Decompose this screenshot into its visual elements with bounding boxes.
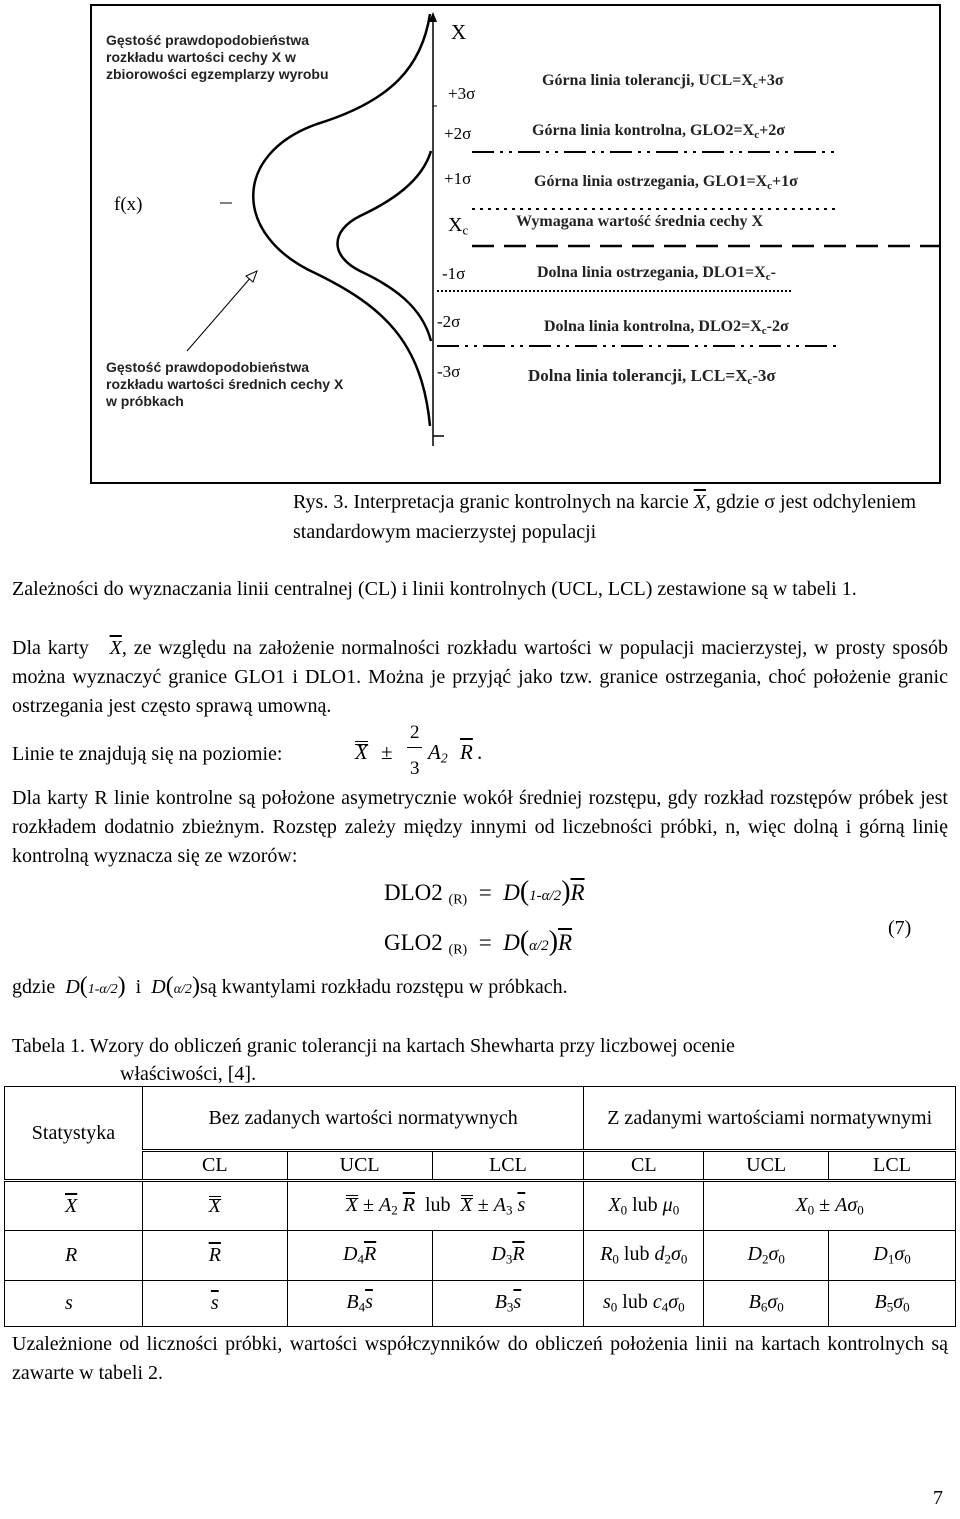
cell-r-cl: $\overline{R}$: [142, 1231, 287, 1281]
subheader-lcl-2: LCL: [829, 1151, 956, 1181]
equation-number: (7): [888, 917, 912, 939]
equation-dlo2: DLO2 $_{(R)} = D(1-\alpha/2)\overline{R}$: [384, 876, 585, 908]
cell-r-lcl: $D_3\overline{R}$: [432, 1231, 584, 1281]
caption-text-a: Rys. 3. Interpretacja granic kontrolnych na karcie: [293, 491, 689, 513]
table-row-s: [5, 1281, 956, 1327]
subheader-cl-2: CL: [584, 1151, 704, 1181]
equation-glo2: GLO2 $_{(R)} = D(\alpha/2)\overline{R}$: [384, 926, 573, 958]
sigma-center: $X_c$: [448, 214, 469, 238]
cell-s-ucl-norm: $B_6\sigma_0$: [704, 1281, 829, 1327]
cell-r-cl-norm: $R_0$ lub $d_2\sigma_0$: [584, 1231, 704, 1281]
paragraph-r-chart: Dla karty R linie kontrolne są położone asymetrycznie wokół średniej rozstępu, gdy rozkład rozstępów próbek jest rozkładem dodatnio zbieżnym. Rozstęp zależy między innymi od liczebności próbki, n, więc dolną i górną linię kontrolną wyznacza się ze wzorów:: [12, 787, 948, 867]
formula-xdoublebar: X: [355, 740, 368, 764]
gdzie-text: gdzie: [12, 976, 56, 998]
dlo2-label: Dolna linia kontrolna, $DLO2=X_c-2\sigma$: [544, 318, 789, 337]
formula-rbar: $\overline{R}$: [460, 740, 473, 764]
formula-pm: ±: [381, 740, 393, 764]
header-statystyka: Statystyka: [5, 1087, 143, 1181]
paragraph-quantiles: gdzie D(1-α/2) i D(α/2)są kwantylami rozkładu rozstępu w próbkach.: [12, 973, 568, 999]
paragraph-levels: [12, 740, 282, 769]
table-caption-line1: Tabela 1. Wzory do obliczeń granic tolerancji na kartach Shewharta przy liczbowej ocenie: [12, 1035, 735, 1057]
page-number: 7: [933, 1487, 943, 1509]
warning-limit-formula: [355, 722, 515, 788]
cell-s-cl: $\overline{s}$: [142, 1281, 287, 1327]
table-row-r: [5, 1231, 956, 1281]
formula-table: [4, 1086, 956, 1327]
p2-text-b: , ze względu na założenie normalności rozkładu wartości w populacji macierzystej, w prosty sposób można wyznaczyć granice GLO1 i DLO1. Można je przyjąć jako tzw. granice ostrzegania, choć położenie granic ostrzegania jest często sprawą umowną.: [12, 637, 949, 717]
fx-label: f(x): [114, 194, 143, 215]
pointer-line: [187, 276, 252, 351]
paragraph-closing: Uzależnione od liczności próbki, wartości współczynników do obliczeń położenia linii na kartach kontrolnych są zawarte w tabeli 2.: [12, 1333, 948, 1384]
formula-den: 3: [410, 758, 420, 779]
x-axis-label: X: [451, 20, 467, 44]
paragraph-xbar-chart: [12, 634, 948, 721]
p2-xbar: $\overline{X}$: [109, 637, 122, 659]
header-without-norms: Bez zadanych wartości normatywnych: [142, 1087, 583, 1151]
gdzie-text-b: są kwantylami rozkładu rozstępu w próbkach.: [199, 976, 568, 998]
figure-box: [90, 4, 941, 484]
table-row-xbar: [5, 1181, 956, 1231]
cell-s-cl-norm: $s_0$ lub $c_4\sigma_0$: [584, 1281, 704, 1327]
subheader-ucl-1: UCL: [287, 1151, 432, 1181]
sample-means-curve: [338, 151, 432, 341]
formula-num: 2: [410, 722, 420, 743]
sample-means-density-label: Gęstość prawdopodobieństwa rozkładu wartości średnich cechy X w próbkach: [106, 359, 344, 409]
p2-text-a: Dla karty: [12, 637, 89, 659]
cell-xbar-cl-norm: $X_0$ lub $\mu_0$: [584, 1181, 704, 1231]
glo1-label: Górna linia ostrzegania, $GLO1=X_c+1\sigma$: [534, 173, 798, 192]
table-caption-line2: właściwości, [4].: [120, 1063, 257, 1085]
lcl-label: Dolna linia tolerancji, $LCL=X_c-3\sigma$: [528, 366, 776, 387]
dlo1-label: Dolna linia ostrzegania, $DLO1=X_c-$: [537, 264, 776, 283]
caption-text-b: , gdzie σ jest odchyleniem: [705, 491, 917, 513]
formula-period: .: [477, 740, 483, 764]
cell-r-lcl-norm: $D_1\sigma_0$: [829, 1231, 956, 1281]
cell-xbar-limits: $X \pm A_2$ $\overline{R}$ lub $X \pm A_3$ $\overline{s}$: [287, 1181, 584, 1231]
sigma-plus1: +1σ: [444, 169, 472, 188]
subheader-ucl-2: UCL: [704, 1151, 829, 1181]
sigma-plus3: +3σ: [448, 84, 476, 103]
header-with-norms: Z zadanymi wartościami normatywnymi: [584, 1087, 956, 1151]
cell-xbar-cl: X: [142, 1181, 287, 1231]
sigma-plus2: +2σ: [444, 124, 472, 143]
caption-xbar: $\overline{X}$: [693, 491, 706, 513]
center-label: Wymagana wartość średnia cechy X: [516, 213, 764, 230]
formula-fraction-bar: [407, 747, 422, 748]
p3-text: Linie te znajdują się na poziomie:: [12, 743, 283, 765]
cell-r-ucl: $D_4\overline{R}$: [287, 1231, 432, 1281]
formula-a2: $A_2$: [428, 740, 448, 766]
ucl-label: Górna linia tolerancji, $UCL=X_c+3\sigma$: [542, 72, 784, 91]
gdzie-i: i: [135, 976, 142, 998]
paragraph-dependencies: Zależności do wyznaczania linii centralnej (CL) i linii kontrolnych (UCL, LCL) zestawione są w tabeli 1.: [12, 578, 857, 600]
subheader-cl-1: CL: [142, 1151, 287, 1181]
cell-xbar-limits-norm: $X_0 \pm A\sigma_0$: [704, 1181, 956, 1231]
cell-s-ucl: $B_4\overline{s}$: [287, 1281, 432, 1327]
figure-caption-line2: standardowym macierzystej populacji: [293, 521, 597, 543]
glo2-label: Górna linia kontrolna, $GLO2=X_c+2\sigma$: [532, 122, 785, 141]
sigma-minus3: -3σ: [437, 362, 461, 381]
cell-r-ucl-norm: $D_2\sigma_0$: [704, 1231, 829, 1281]
sigma-minus2: -2σ: [437, 312, 461, 331]
stat-r: R: [5, 1231, 143, 1281]
figure-caption-line1: [293, 488, 916, 517]
population-density-label: Gęstość prawdopodobieństwa rozkładu wartości cechy X w zbiorowości egzemplarzy wyrobu: [106, 32, 329, 82]
cell-s-lcl-norm: $B_5\sigma_0$: [829, 1281, 956, 1327]
subheader-lcl-1: LCL: [432, 1151, 584, 1181]
stat-s: s: [5, 1281, 143, 1327]
stat-xbar: $\overline{X}$: [5, 1181, 143, 1231]
sigma-minus1: -1σ: [442, 264, 466, 283]
cell-s-lcl: $B_3\overline{s}$: [432, 1281, 584, 1327]
